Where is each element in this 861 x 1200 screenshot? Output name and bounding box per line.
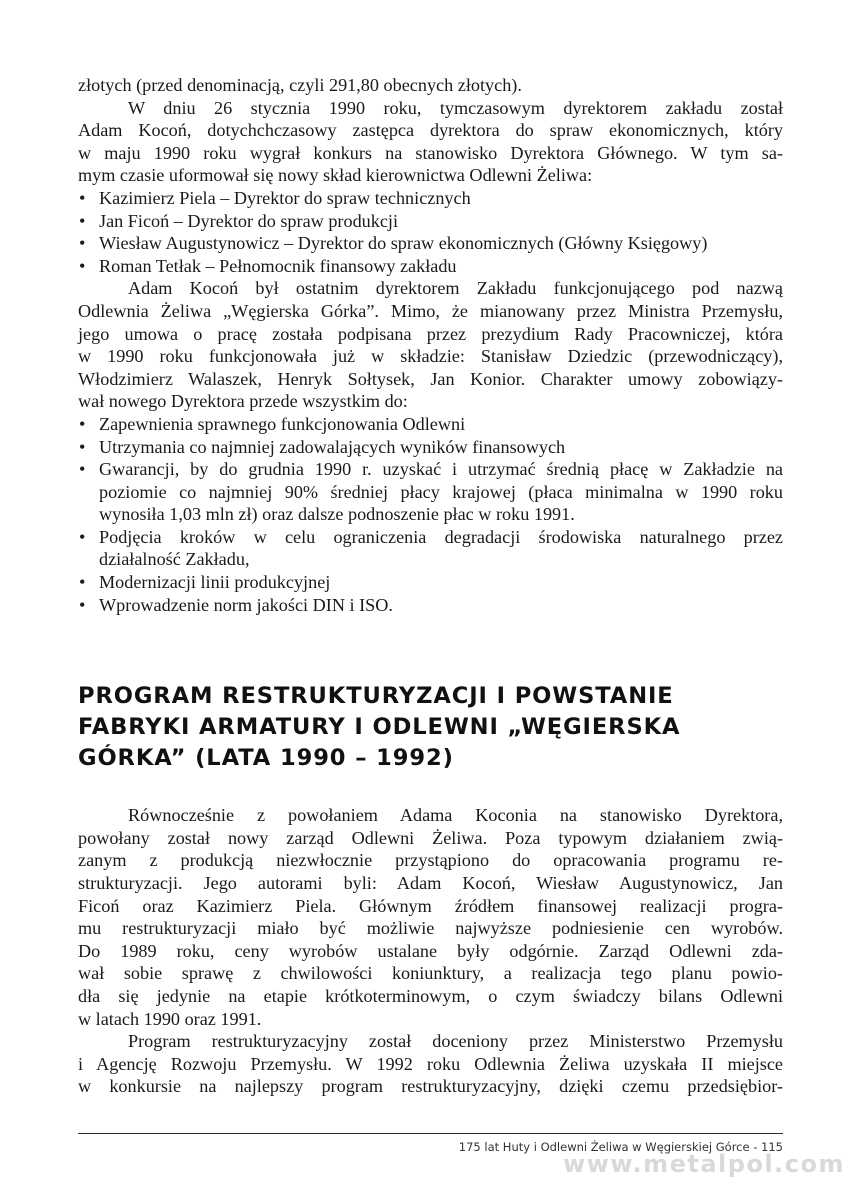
- watermark: www.metalpol.com: [562, 1150, 845, 1178]
- bullet-icon: •: [79, 255, 86, 276]
- text-line: powołany został nowy zarząd Odlewni Żeliwa. Poza typowym działaniem zwią-: [78, 827, 783, 848]
- text-line: Adam Kocoń, dotychchczasowy zastępca dyrektora do spraw ekonomicznych, który: [78, 120, 783, 141]
- text-line: W dniu 26 stycznia 1990 roku, tymczasowym dyrektorem zakładu został: [128, 97, 783, 118]
- bullet-icon: •: [79, 572, 86, 593]
- text-line: Równocześnie z powołaniem Adama Koconia na stanowisko Dyrektora,: [128, 805, 783, 826]
- bullet-icon: •: [79, 436, 86, 457]
- list-item: • Utrzymania co najmniej zadowalających wyników finansowych: [79, 436, 566, 457]
- text-line: w maju 1990 roku wygrał konkurs na stanowisko Dyrektora Głównego. W tym sa-: [78, 142, 783, 163]
- text-line: strukturyzacji. Jego autorami byli: Adam Kocoń, Wiesław Augustynowicz, Jan: [78, 873, 783, 894]
- list-item: • Kazimierz Piela – Dyrektor do spraw technicznych: [79, 187, 471, 208]
- text-line: jego umowa o pracę została podpisana przez prezydium Rady Pracowniczej, która: [78, 323, 783, 344]
- text-line: mym czasie uformował się nowy skład kierownictwa Odlewni Żeliwa:: [78, 165, 593, 186]
- list-item: • Podjęcia kroków w celu ograniczenia degradacji środowiska naturalnego przez: [79, 526, 783, 547]
- list-item: • Gwarancji, by do grudnia 1990 r. uzyskać i utrzymać średnią płacę w Zakładzie na: [79, 459, 783, 480]
- list-item: • Wiesław Augustynowicz – Dyrektor do spraw ekonomicznych (Główny Księgowy): [79, 233, 708, 254]
- heading-line: PROGRAM RESTRUKTURYZACJI I POWSTANIE: [78, 683, 674, 710]
- bullet-icon: •: [79, 233, 86, 254]
- heading-line: GÓRKA” (LATA 1990 – 1992): [78, 745, 454, 772]
- list-item: • Wprowadzenie norm jakości DIN i ISO.: [79, 594, 393, 615]
- list-item-continuation: wynosiła 1,03 mln zł) oraz dalsze podnoszenie płac w roku 1991.: [99, 504, 575, 525]
- text-line: dła się jedynie na etapie krótkoterminowym, o czym świadczy bilans Odlewni: [78, 986, 783, 1006]
- list-item: • Zapewnienia sprawnego funkcjonowania Odlewni: [79, 413, 466, 434]
- page-body: [78, 74, 783, 1098]
- heading-line: FABRYKI ARMATURY I ODLEWNI „WĘGIERSKA: [78, 714, 681, 741]
- bullet-icon: •: [79, 210, 86, 231]
- text-line: Włodzimierz Walaszek, Henryk Sołtysek, Jan Konior. Charakter umowy zobowiązy-: [78, 368, 783, 389]
- text-line: Odlewnia Żeliwa „Węgierska Górka”. Mimo, że mianowany przez Ministra Przemysłu,: [78, 300, 783, 321]
- bullet-icon: •: [79, 413, 86, 434]
- text-line: wał sobie sprawę z chwilowości koniunktury, a realizacja tego planu powio-: [78, 963, 783, 984]
- list-item-continuation: działalność Zakładu,: [99, 549, 250, 570]
- text-line: w konkursie na najlepszy program restrukturyzacyjny, dzięki czemu przedsiębior-: [78, 1076, 783, 1097]
- bullet-icon: •: [79, 459, 86, 480]
- section-management: [78, 74, 783, 616]
- section-heading: [78, 681, 783, 774]
- text-line: Program restrukturyzacyjny został doceniony przez Ministerstwo Przemysłu: [128, 1031, 783, 1052]
- text-line: w latach 1990 oraz 1991.: [78, 1008, 262, 1029]
- text-line: zanym z produkcją niezwłocznie przystąpiono do opracowania programu re-: [78, 850, 783, 871]
- bullet-icon: •: [79, 526, 86, 547]
- text-line: złotych (przed denominacją, czyli 291,80 obecnych złotych).: [78, 75, 522, 95]
- bullet-icon: •: [79, 594, 86, 615]
- page-footer: 175 lat Huty i Odlewni Żeliwa w Węgierskiej Górce - 115: [458, 1140, 783, 1154]
- list-item: • Roman Tetłak – Pełnomocnik finansowy zakładu: [79, 255, 457, 276]
- text-line: Adam Kocoń był ostatnim dyrektorem Zakładu funkcjonującego pod nazwą: [128, 278, 783, 299]
- list-item-continuation: poziomie co najmniej 90% średniej płacy krajowej (płaca minimalna w 1990 roku: [99, 481, 783, 502]
- section-restructuring: [78, 804, 783, 1098]
- text-line: w 1990 roku funkcjonowała już w składzie: Stanisław Dziedzic (przewodniczący),: [78, 346, 783, 367]
- text-line: wał nowego Dyrektora przede wszystkim do:: [78, 391, 408, 412]
- text-line: i Agencję Rozwoju Przemysłu. W 1992 roku Odlewnia Żeliwa uzyskała II miejsce: [78, 1053, 783, 1074]
- text-line: Ficoń oraz Kazimierz Piela. Głównym źródłem finansowej realizacji progra-: [78, 895, 783, 916]
- list-item: • Jan Ficoń – Dyrektor do spraw produkcji: [79, 210, 399, 231]
- text-line: Do 1989 roku, ceny wyrobów ustalane były odgórnie. Zarząd Odlewni zda-: [78, 940, 783, 961]
- text-line: mu restrukturyzacji miało być możliwie najwyższe podniesienie cen wyrobów.: [78, 918, 783, 939]
- bullet-icon: •: [79, 187, 86, 208]
- list-item: • Modernizacji linii produkcyjnej: [79, 572, 331, 593]
- footer-divider: [78, 1133, 783, 1134]
